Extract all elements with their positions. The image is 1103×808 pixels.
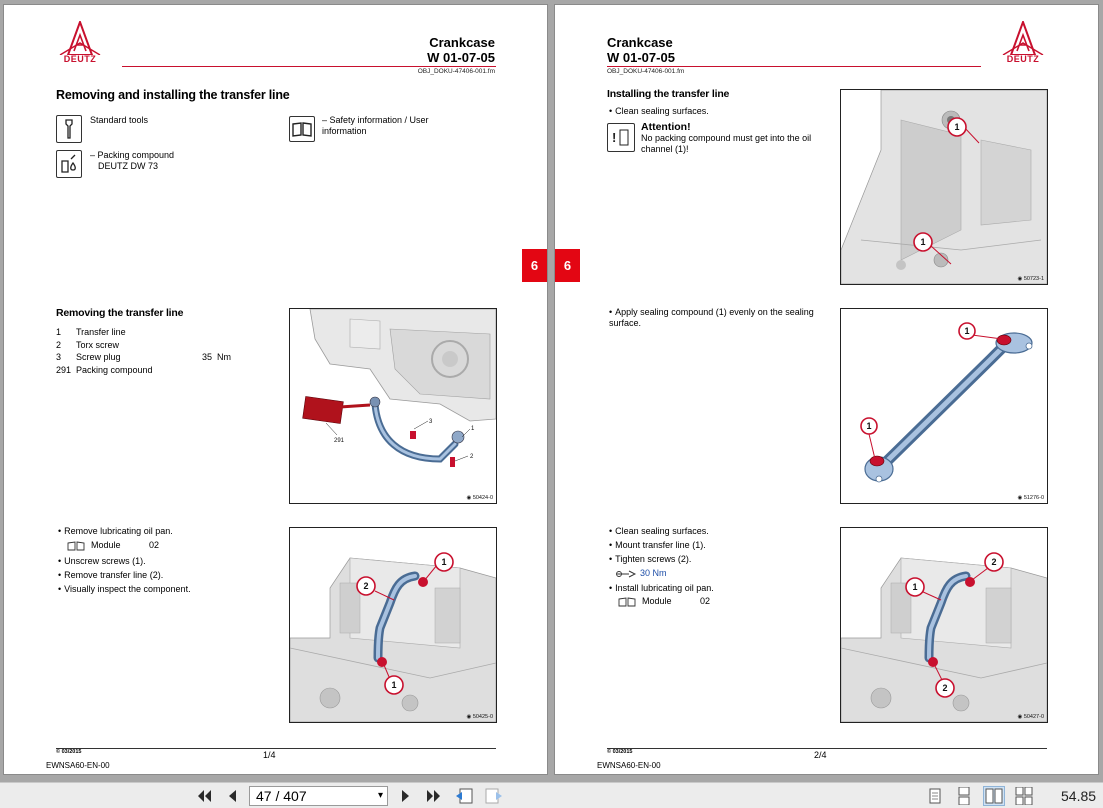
callout: 2 [991,557,997,567]
chapter-tab: 6 [522,249,547,282]
page-number-value: 47 / 407 [256,788,307,804]
attention-text: No packing compound must get into the oil channel (1)! [641,133,812,154]
step-item: • Remove lubricating oil pan. [58,526,278,537]
packing-compound-icon [56,150,82,178]
page-number-input[interactable] [249,786,388,806]
callout: 1 [920,237,926,247]
previous-page-button[interactable] [222,786,242,806]
oil-channel-figure [840,89,1048,285]
part-name: Screw plug [76,352,121,362]
part-number: 291 [56,364,72,375]
figure-code-value: 50424-0 [472,495,493,501]
removing-heading: Removing the transfer line [56,307,184,319]
logo-text: DEUTZ [63,54,97,64]
callout: 1 [964,326,970,336]
continuous-view-button[interactable] [953,786,975,806]
figure-code: ◉ 50425-0 [466,714,493,720]
zoom-level[interactable]: 54.85 [1061,788,1097,804]
list-item [56,352,286,365]
packing-compound-label [90,150,174,172]
exploded-view-figure [289,308,497,504]
book-icon [66,541,86,551]
part-number: 1 [56,327,62,337]
facing-pages-icon [985,788,1003,804]
safety-info-label: – Safety information / User information [322,115,429,136]
figure-code: ◉ 50723-1 [1017,276,1044,282]
callout: 1 [954,122,960,132]
list-item [56,327,286,340]
callout: 1 [441,557,447,567]
figure-code-value: 50723-1 [1023,276,1044,282]
fig-label: 3 [429,419,433,425]
forward-view-icon [484,787,504,805]
step-item: • Visually inspect the component. [58,584,278,595]
page-counter: 2/4 [814,750,827,760]
next-page-button[interactable] [396,786,416,806]
figure-code-value: 50425-0 [472,714,493,720]
torque-wrench-icon [615,569,637,579]
deutz-logo [56,21,104,67]
step-item: • Unscrew screws (1). [58,556,278,567]
first-page-button[interactable] [193,786,215,806]
packing-compound-line: – Packing compound [90,150,175,160]
logo-text: DEUTZ [1006,54,1040,64]
section-heading: Removing and installing the transfer line [56,88,290,102]
footer-date: © 03/2015 [607,749,633,755]
document-code: W 01-07-05 [607,50,675,65]
module-label: Module [91,540,121,550]
list-item [56,365,286,378]
step-item: • Remove transfer line (2). [58,570,278,581]
module-label: Module [642,596,672,606]
continuous-facing-icon [1015,787,1033,805]
fig-label: 291 [334,438,345,444]
standard-tools-label: Standard tools [90,115,149,125]
document-page-left [4,5,547,774]
removal-steps [58,526,278,595]
torque-value: 30 Nm [640,568,667,578]
figure-code: ◉ 51276-0 [1017,495,1044,501]
parts-list [56,327,286,377]
callout: 2 [363,581,369,591]
figure-code-value: 51276-0 [1023,495,1044,501]
step-item: • Mount transfer line (1). [609,540,829,551]
module-reference [58,540,278,554]
viewer-toolbar [0,782,1103,808]
svg-text:!: ! [612,130,617,145]
deutz-logo [999,21,1047,67]
module-value: 02 [149,540,160,550]
footer-date: © 03/2015 [56,749,82,755]
figure-code-value: 50427-0 [1023,714,1044,720]
figure-code: ◉ 50424-0 [466,495,493,501]
book-icon [289,116,315,142]
torque-spec [609,568,829,582]
wrench-icon [56,115,82,143]
back-view-icon [454,787,474,805]
part-torque: 35 Nm [202,352,232,362]
page-title: Crankcase [429,35,495,50]
attention-title: Attention! [641,121,691,133]
previous-page-icon [226,788,238,804]
chapter-tab: 6 [555,249,580,282]
transfer-line-install-figure [840,527,1048,723]
packing-compound-product: DEUTZ DW 73 [98,161,159,171]
page-title: Crankcase [607,35,673,50]
module-reference [609,596,829,610]
callout: 1 [912,582,918,592]
chevron-down-icon[interactable]: ▾ [377,790,383,801]
transfer-line-removal-figure [289,527,497,723]
go-back-view-button[interactable] [453,786,475,806]
document-number: EWNSA60-EN-00 [46,761,110,770]
step-item: • Install lubricating oil pan. [609,583,829,594]
part-name: Transfer line [76,327,126,337]
sealing-compound-figure [840,308,1048,504]
single-page-view-button[interactable] [924,786,946,806]
step-item: • Clean sealing surfaces. [609,526,829,537]
fig-label: 2 [470,454,474,460]
page-counter: 1/4 [263,750,276,760]
file-name: OBJ_DOKU-47406-001.fm [607,68,685,75]
part-number: 3 [56,352,62,362]
first-page-icon [195,788,213,804]
step-item: • Tighten screws (2). [609,554,829,565]
module-value: 02 [700,596,711,606]
file-name: OBJ_DOKU-47406-001.fm [417,68,495,75]
facing-view-button[interactable] [983,786,1005,806]
step-item: • Apply sealing compound (1) evenly on the sealing surface. [609,307,824,329]
book-icon [617,597,637,607]
section-heading: Installing the transfer line [607,88,730,100]
last-page-icon [425,788,443,804]
fig-label: 1 [471,426,475,432]
next-page-icon [400,788,412,804]
list-item [56,340,286,353]
warning-icon [607,123,635,152]
part-number: 2 [56,339,62,350]
callout: 2 [942,683,948,693]
document-number: EWNSA60-EN-00 [597,761,661,770]
last-page-button[interactable] [423,786,445,806]
continuous-facing-view-button[interactable] [1013,786,1035,806]
document-page-right [555,5,1098,774]
callout: 1 [866,421,872,431]
install-steps [609,526,829,610]
go-forward-view-button[interactable] [483,786,505,806]
part-name: Packing compound [76,364,153,375]
part-name: Torx screw [76,339,120,350]
step-item: • Clean sealing surfaces. [609,106,709,117]
document-code: W 01-07-05 [427,50,495,65]
continuous-page-icon [957,787,971,805]
figure-code: ◉ 50427-0 [1017,714,1044,720]
callout: 1 [391,680,397,690]
single-page-icon [928,788,942,804]
